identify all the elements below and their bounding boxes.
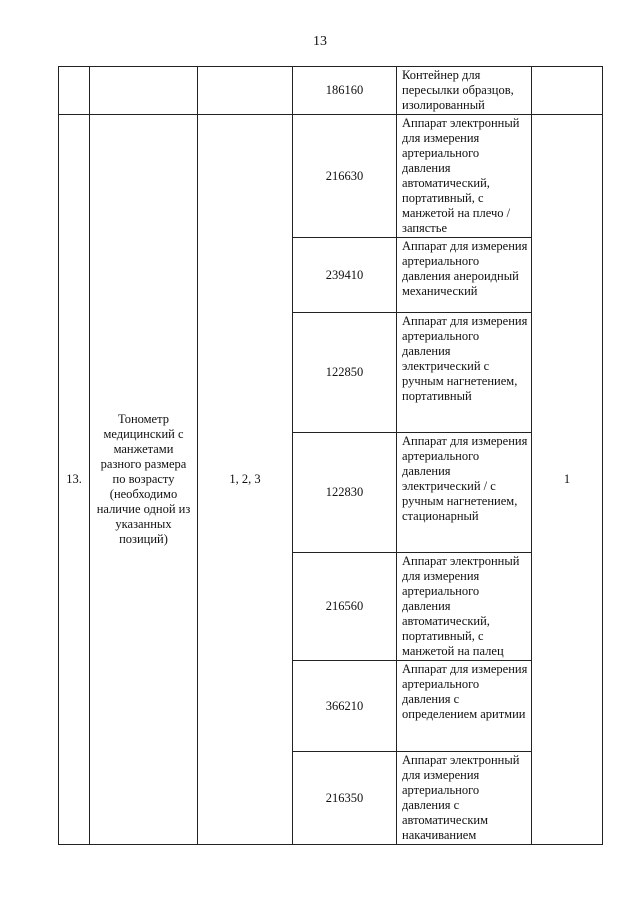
- item-description: Аппарат электронный для измерения артериального давления с автоматическим накачиванием: [397, 752, 532, 845]
- item-description: Аппарат для измерения артериального давления электрический с ручным нагнетением, портативный: [397, 313, 532, 433]
- item-code: 216630: [293, 115, 397, 238]
- item-description: Аппарат для измерения артериального давления анероидный механический: [397, 238, 532, 313]
- item-code: 216350: [293, 752, 397, 845]
- equipment-table: [58, 66, 603, 845]
- item-number: 13.: [59, 115, 90, 845]
- cell-empty: [198, 67, 293, 115]
- cell-empty: [90, 67, 198, 115]
- cell-empty: [532, 67, 603, 115]
- page-number: 13: [313, 34, 327, 49]
- item-description: Аппарат для измерения артериального давления электрический / с ручным нагнетением, стационарный: [397, 433, 532, 553]
- table-row: [59, 115, 603, 238]
- item-code: 122830: [293, 433, 397, 553]
- item-quantity: 1: [532, 115, 603, 845]
- item-code: 122850: [293, 313, 397, 433]
- item-description: Контейнер для пересылки образцов, изолированный: [397, 67, 532, 115]
- item-description: Аппарат электронный для измерения артериального давления автоматический, портативный, с манжетой на палец: [397, 553, 532, 661]
- table-row: [59, 67, 603, 115]
- item-description: Аппарат электронный для измерения артериального давления автоматический, портативный, с манжетой на плечо / запястье: [397, 115, 532, 238]
- item-code: 216560: [293, 553, 397, 661]
- item-code: 186160: [293, 67, 397, 115]
- item-code: 239410: [293, 238, 397, 313]
- item-code: 366210: [293, 661, 397, 752]
- item-levels: 1, 2, 3: [198, 115, 293, 845]
- cell-empty: [59, 67, 90, 115]
- item-name: Тонометр медицинский с манжетами разного размера по возрасту (необходимо наличие одной из указанных позиций): [90, 115, 198, 845]
- item-description: Аппарат для измерения артериального давления с определением аритмии: [397, 661, 532, 752]
